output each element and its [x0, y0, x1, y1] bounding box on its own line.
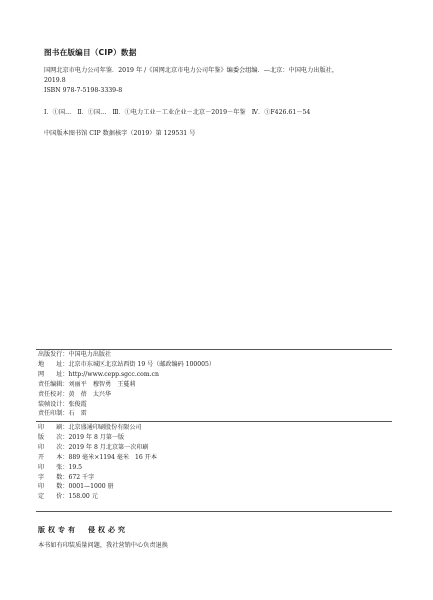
address-value: 北京市东城区北京站西街 19 号（邮政编码 100005） [68, 360, 215, 368]
website-label: 网 址： [38, 370, 69, 378]
cip-line-isbn: ISBN 978-7-5198-3339-8 [44, 87, 123, 95]
printer-value: 北京盛通印刷股份有限公司 [68, 424, 142, 431]
wordcount-value: 672 千字 [68, 473, 95, 481]
printer-row [38, 423, 388, 433]
rights-notice: 本书如有印装质量问题，我社营销中心负责退换 [38, 542, 168, 549]
print-run-value: 0001—1000 册 [68, 483, 114, 491]
sheets-label: 印 张： [38, 463, 69, 471]
edition-value: 2019 年 8 月第一版 [68, 433, 125, 441]
price-label: 定 价： [38, 493, 69, 501]
cip-line-year: 2019.8 [44, 77, 66, 85]
printing-info [38, 423, 388, 502]
sheets-row [38, 463, 388, 473]
divider-bottom [36, 511, 392, 512]
price-row [38, 492, 388, 502]
proofreaders-label: 责任校对： [38, 390, 69, 398]
impression-label: 印 次： [38, 443, 69, 451]
publisher-value: 中国电力出版社 [68, 351, 112, 358]
format-value: 889 毫米×1194 毫米 16 开本 [68, 453, 157, 461]
cip-line-record-number: 中国版本图书馆 CIP 数据核字（2019）第 129531 号 [44, 129, 196, 137]
editors-label: 责任编辑： [38, 380, 69, 388]
designer-row [38, 400, 388, 410]
address-row [38, 360, 388, 370]
address-label: 地 址： [38, 360, 69, 368]
cip-line-title-statement: 国网北京市电力公司年鉴．2019 年 /《国网北京市电力公司年鉴》编委会组编．—北京：中国电力出版社， [44, 67, 339, 74]
edition-row [38, 433, 388, 443]
editors-value: 刘丽平 穆智勇 王蔓莉 [68, 380, 136, 388]
production-label: 责任印制： [38, 410, 69, 418]
edition-label: 版 次： [38, 433, 69, 441]
rights-title: 版权专有 侵权必究 [38, 526, 128, 534]
proofreaders-value: 黄 蓓 太兴华 [68, 390, 112, 398]
proofreaders-row [38, 390, 388, 400]
cip-title: 图书在版编目（CIP）数据 [44, 48, 137, 57]
publisher-label: 出版发行： [38, 351, 69, 358]
production-row [38, 409, 388, 419]
production-value: 石 雷 [68, 410, 87, 418]
print-run-row [38, 482, 388, 492]
website-value: http://www.cepp.sgcc.com.cn [68, 370, 159, 378]
publisher-info [38, 350, 388, 419]
sheets-value: 19.5 [68, 463, 83, 471]
impression-row [38, 443, 388, 453]
editors-row [38, 380, 388, 390]
designer-label: 装帧设计： [38, 400, 69, 408]
cip-record [44, 66, 389, 139]
publisher-row [38, 350, 388, 360]
printer-label: 印 刷： [38, 424, 69, 431]
divider-middle [36, 421, 392, 422]
wordcount-row [38, 473, 388, 483]
wordcount-label: 字 数： [38, 473, 69, 481]
website-row [38, 370, 388, 380]
price-value: 158.00 元 [68, 493, 98, 501]
impression-value: 2019 年 8 月北京第一次印刷 [68, 443, 149, 451]
designer-value: 张俊霞 [68, 400, 87, 408]
format-row [38, 453, 388, 463]
print-run-label: 印 数： [38, 483, 69, 491]
cip-line-classification: Ⅰ．①国… Ⅱ．①国… Ⅲ．①电力工业－工业企业－北京－2019－年鉴 Ⅳ．①F426.61－54 [44, 108, 311, 116]
format-label: 开 本： [38, 453, 69, 461]
